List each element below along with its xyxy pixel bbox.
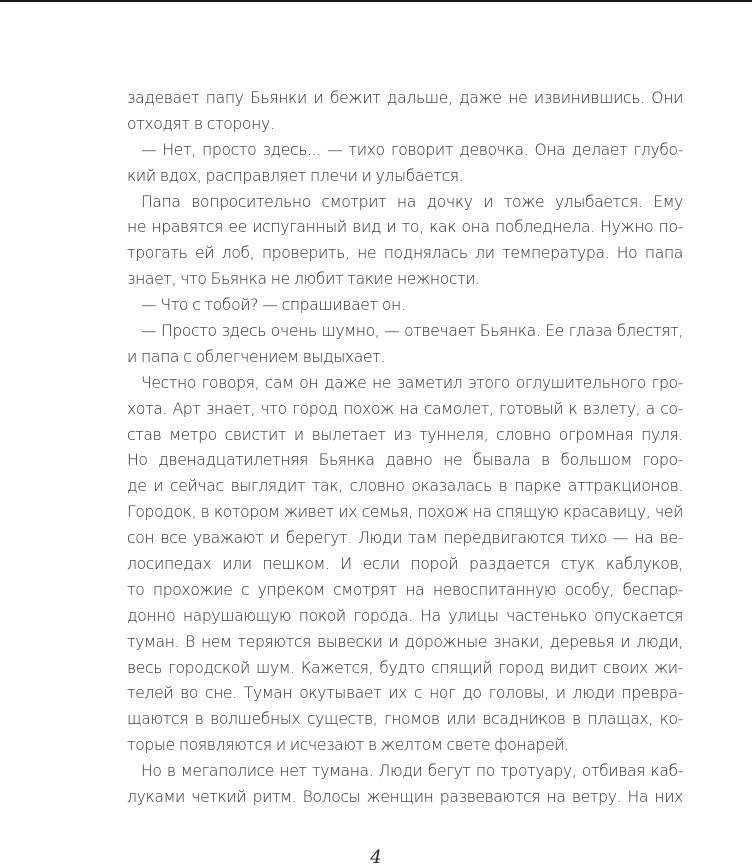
text-line: хота. Арт знает, что город похож на самолет, готовый к взлету, а со- [127,399,683,418]
text-line: туман. В нем теряются вывески и дорожные знаки, деревья и люди, [127,632,683,651]
text-line: — Нет, просто здесь... — тихо говорит девочка. Она делает глубо- [141,140,683,159]
text-line: весь городской шум. Кажется, будто спящий город видит своих жи- [127,658,683,677]
paragraph [127,138,683,190]
text-line: задевает папу Бьянки и бежит дальше, даже не извинившись. Они [127,89,683,107]
text-line: — Что с тобой? — спрашивает он. [141,296,406,315]
paragraph [127,759,683,811]
page-number: 4 [370,847,382,868]
text-line: и папа с облегчением выдыхает. [127,347,386,366]
text-line: де и сейчас выглядит так, словно оказалась в парке аттракционов. [127,477,683,496]
text-line: Честно говоря, сам он даже не заметил этого оглушительного гро- [141,373,683,392]
text-line: отходят в сторону. [127,114,275,133]
paragraph [127,371,683,759]
text-line: сон все уважают и берегут. Люди там передвигаются тихо — на ве- [127,529,683,548]
text-line: торые появляются и исчезают в желтом свете фонарей. [127,736,569,755]
paragraph [127,190,683,294]
text-line: Но в мегаполисе нет тумана. Люди бегут по тротуару, отбивая каб- [141,762,683,781]
text-line: лосипедах или пешком. И если порой раздается стук каблуков, [127,555,683,574]
paragraph [127,319,683,371]
text-line: став метро свистит и вылетает из туннеля, словно огромная пуля. [127,425,683,444]
text-line: трогать ей лоб, проверить, не поднялась ли температура. Но папа [127,244,683,263]
text-line: донно нарушающую покой города. На улицы частенько опускается [127,606,683,625]
paragraph [127,86,683,138]
text-line: луками четкий ритм. Волосы женщин развеваются на ветру. На них [127,788,683,807]
text-line: Но двенадцатилетняя Бьянка давно не бывала в большом горо- [127,451,683,470]
text-line: не нравятся ее испуганный вид и то, как она побледнела. Нужно по- [127,218,683,237]
text-line: то прохожие с упреком смотрят на невоспитанную особу, беспар- [127,580,683,599]
paragraph [127,293,683,319]
body-text [127,86,683,811]
text-line: знает, что Бьянка не любит такие нежности. [127,270,480,289]
top-border-line [0,0,752,2]
text-line: телей во сне. Туман окутывает их с ног до головы, и люди превра- [127,684,683,703]
text-line: кий вдох, расправляет плечи и улыбается. [127,166,464,185]
text-line: щаются в волшебных существ, гномов или всадников в плащах, ко- [127,710,683,729]
text-line: — Просто здесь очень шумно, — отвечает Бьянка. Ее глаза блестят, [141,322,683,341]
text-line: Городок, в котором живет их семья, похож на спящую красавицу, чей [127,503,683,522]
text-line: Папа вопросительно смотрит на дочку и тоже улыбается. Ему [141,192,683,211]
